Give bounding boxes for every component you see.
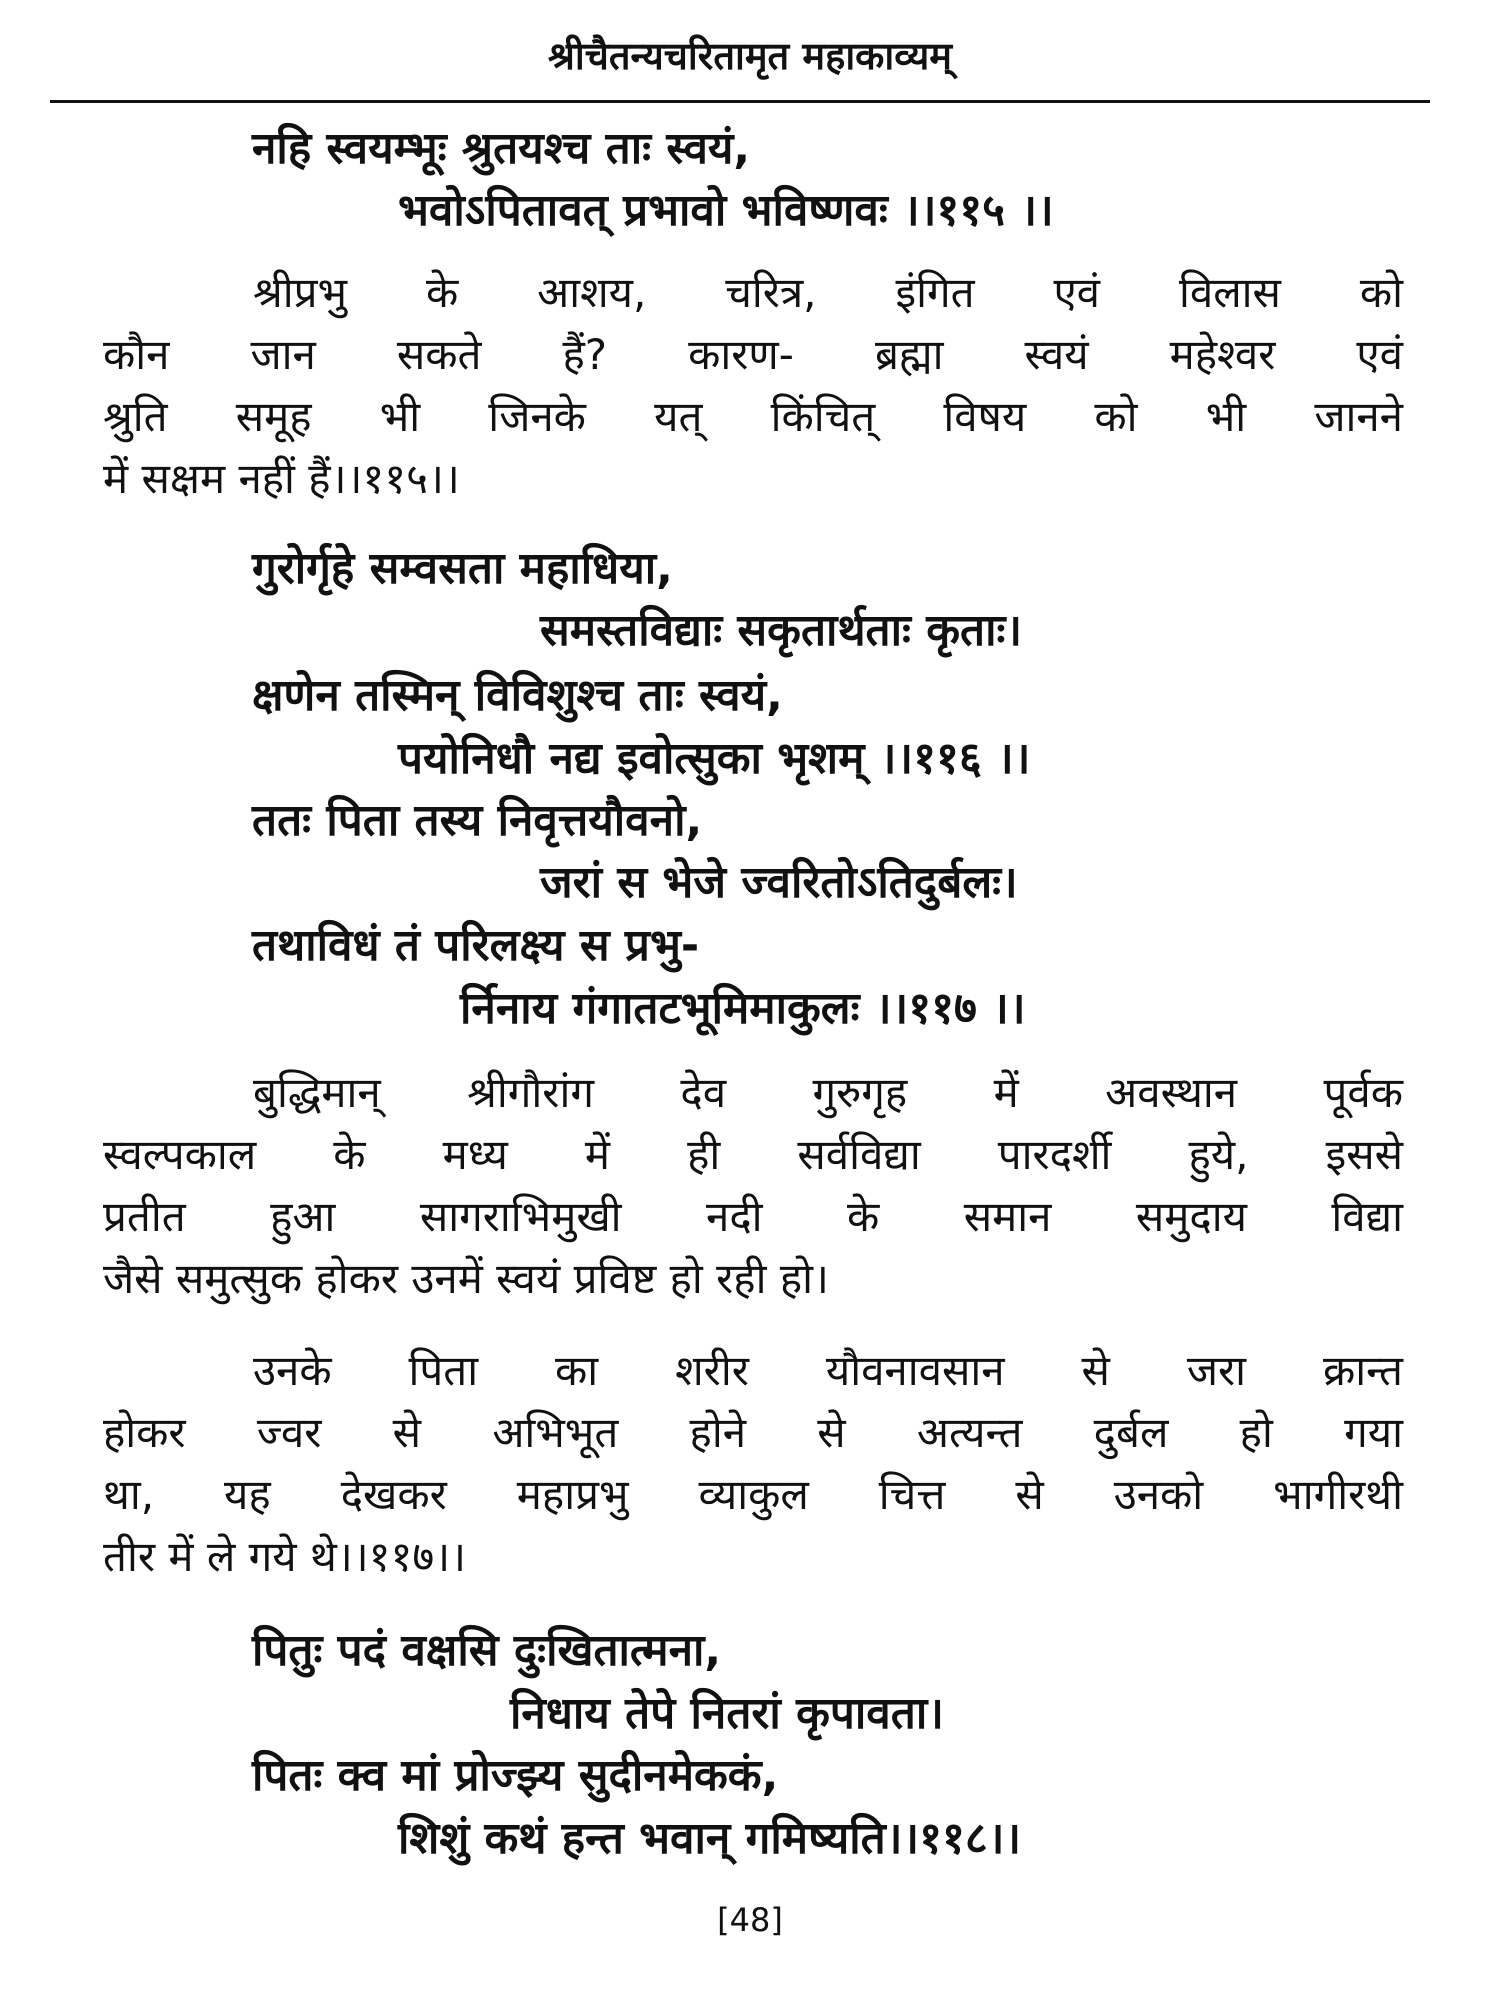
verse-line: ततः पिता तस्य निवृत्तयौवनो, bbox=[252, 795, 703, 846]
verse-line: जरां स भेजे ज्वरितोऽतिदुर्बलः। bbox=[540, 857, 1018, 908]
verse-line: गुरोर्गृहे सम्वसता महाधिया, bbox=[252, 543, 673, 594]
page-number: [48] bbox=[717, 1901, 783, 1939]
prose-line: बुद्धिमान् श्रीगौरांग देव गुरुगृह में अवस्थान पूर्वक bbox=[253, 1068, 1403, 1117]
verse-line: पितः क्व मां प्रोज्झ्य सुदीनमेककं, bbox=[252, 1750, 779, 1801]
prose-line: प्रतीत हुआ सागराभिमुखी नदी के समान समुदाय विद्या bbox=[103, 1192, 1403, 1241]
prose-line: स्वल्पकाल के मध्य में ही सर्वविद्या पारदर्शी हुये, इससे bbox=[103, 1130, 1403, 1179]
prose-paragraph bbox=[103, 1340, 1403, 1588]
verse-line: पितुः पदं वक्षसि दुःखितात्मना, bbox=[252, 1625, 722, 1676]
verse-line: र्निनाय गंगातटभूमिमाकुलः ।।११७ ।। bbox=[460, 983, 1026, 1034]
prose-line: कौन जान सकते हैं? कारण- ब्रह्मा स्वयं महेश्वर एवं bbox=[103, 330, 1403, 379]
header-divider bbox=[50, 100, 1430, 103]
prose-line: जैसे समुत्सुक होकर उनमें स्वयं प्रविष्ट हो रही हो। bbox=[103, 1254, 829, 1303]
verse-line: पयोनिधौ नद्य इवोत्सुका भृशम् ।।११६ ।। bbox=[398, 733, 1031, 784]
verse-line: तथाविधं तं परिलक्ष्य स प्रभु- bbox=[252, 920, 700, 971]
verse-line: नहि स्वयम्भूः श्रुतयश्च ताः स्वयं, bbox=[252, 123, 751, 174]
prose-line: था, यह देखकर महाप्रभु व्याकुल चित्त से उनको भागीरथी bbox=[103, 1470, 1403, 1519]
verse-line: निधाय तेपे नितरां कृपावता। bbox=[510, 1688, 944, 1739]
prose-line: में सक्षम नहीं हैं।।११५।। bbox=[103, 454, 460, 503]
prose-line: उनके पिता का शरीर यौवनावसान से जरा क्रान्त bbox=[253, 1346, 1403, 1395]
prose-line: श्रुति समूह भी जिनके यत् किंचित् विषय को भी जानने bbox=[103, 392, 1403, 441]
page-title: श्रीचैतन्यचरितामृत महाकाव्यम् bbox=[548, 34, 952, 78]
verse-line: समस्तविद्याः सकृतार्थताः कृताः। bbox=[540, 605, 1023, 656]
prose-line: होकर ज्वर से अभिभूत होने से अत्यन्त दुर्बल हो गया bbox=[103, 1408, 1403, 1457]
prose-paragraph bbox=[103, 262, 1403, 510]
verse-line: शिशुं कथं हन्त भवान् गमिष्यति।।११८।। bbox=[398, 1813, 1022, 1864]
verse-line: भवोऽपितावत् प्रभावो भविष्णवः ।।११५ ।। bbox=[398, 185, 1054, 236]
prose-line: तीर में ले गये थे।।११७।। bbox=[103, 1532, 467, 1581]
verse-line: क्षणेन तस्मिन् विविशुश्च ताः स्वयं, bbox=[252, 670, 783, 721]
prose-paragraph bbox=[103, 1062, 1403, 1310]
prose-line: श्रीप्रभु के आशय, चरित्र, इंगित एवं विलास को bbox=[253, 268, 1403, 317]
